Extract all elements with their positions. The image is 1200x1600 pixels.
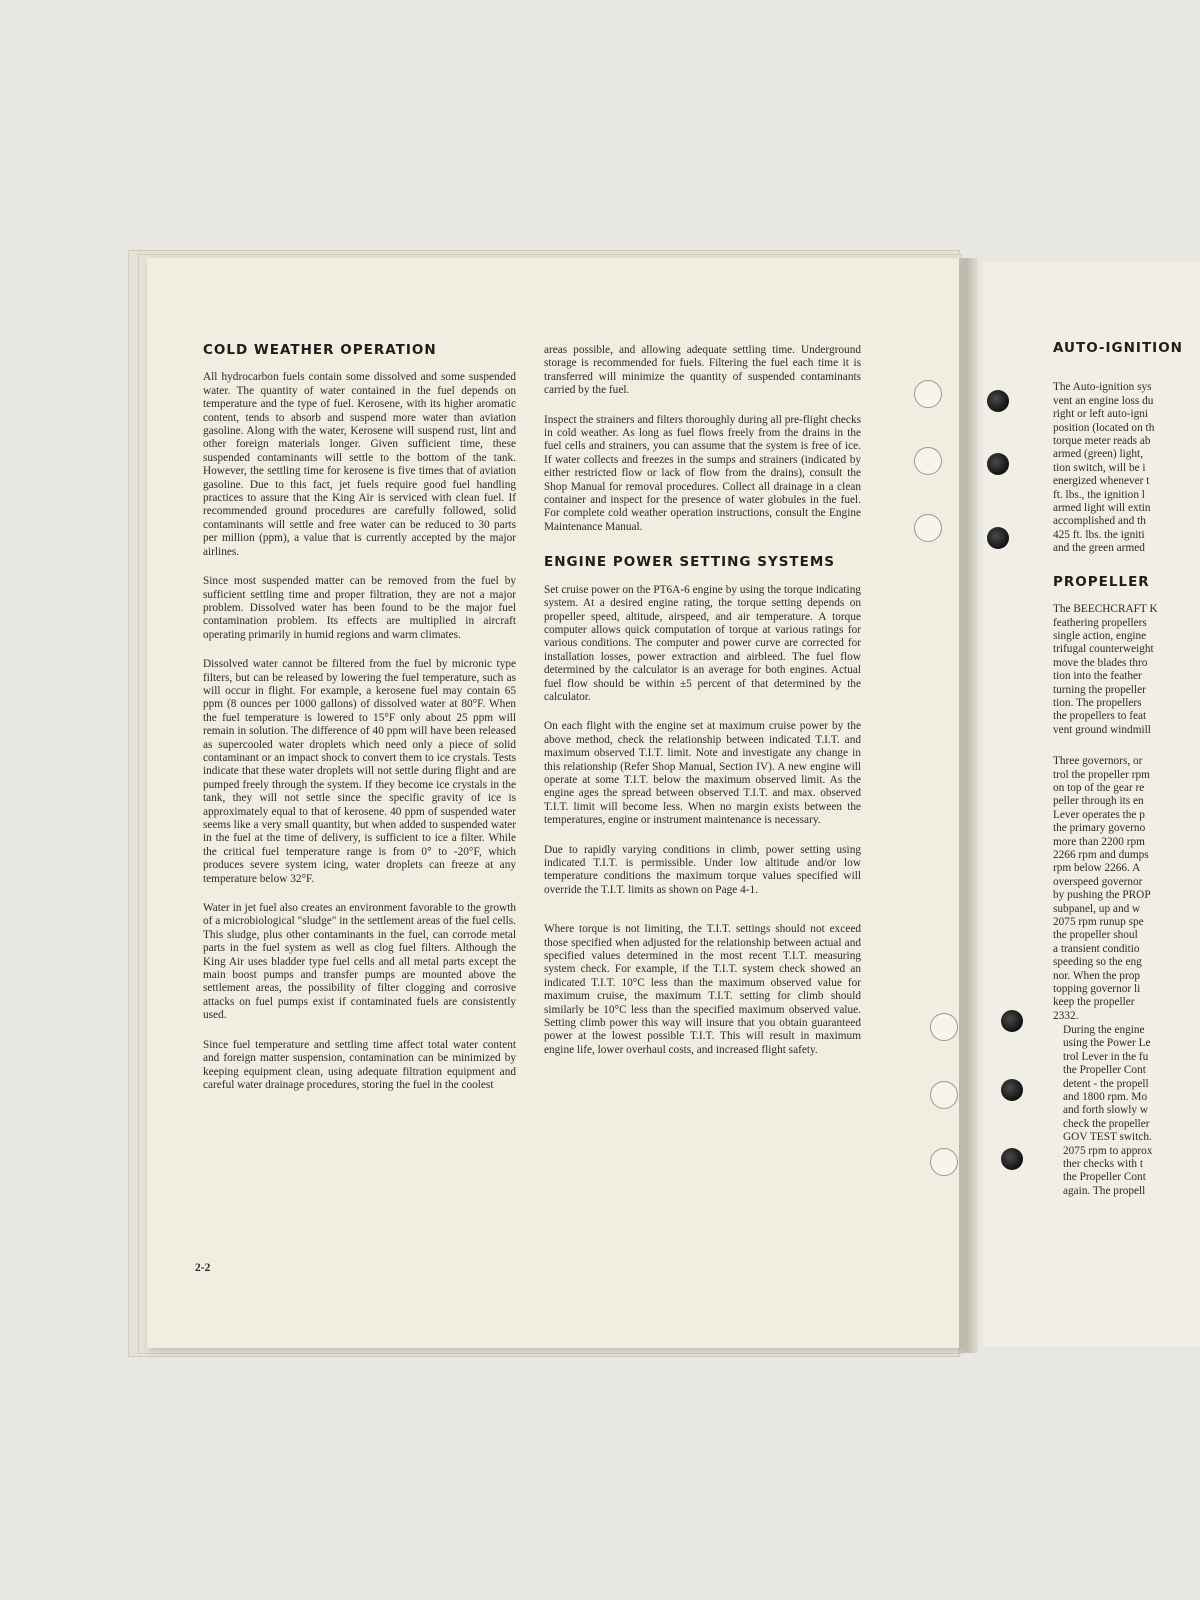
left-page xyxy=(147,258,959,1348)
text-line: subpanel, up and w xyxy=(1053,902,1141,915)
text-line: Lever operates the p xyxy=(1053,808,1145,821)
page-number: 2-2 xyxy=(195,1262,211,1274)
text-line: ft. lbs., the ignition l xyxy=(1053,488,1145,501)
text-line: the propellers to feat xyxy=(1053,710,1147,723)
text-line: GOV TEST switch. xyxy=(1063,1131,1152,1144)
paragraph: areas possible, and allowing adequate settling time. Underground storage is recommended for fuels. Filtering the fuel each time it is transferred will minimize the quantity of suspended contaminants carried by the fuel. xyxy=(544,344,861,397)
text-line: again. The propell xyxy=(1063,1184,1146,1197)
text-line: feathering propellers xyxy=(1053,616,1147,629)
paragraph: Inspect the strainers and filters thoroughly during all pre-flight checks in cold weather. As long as fuel flows freely from the drains in the fuel cells and strainers, you can assume that the system is free of ice. If water collects and freezes in the sumps and strainers (indicated by either restricted flow or lack of flow from the drains), consult the Shop Manual for removal procedures. Collect all drainage in a clean container and inspect for the presence of water globules in the fuel. For complete cold weather operation instructions, consult the Engine Maintenance Manual. xyxy=(544,413,861,533)
text-line: armed (green) light, xyxy=(1053,448,1144,461)
governors-text xyxy=(1053,755,1183,1023)
binder-gutter xyxy=(958,258,978,1353)
text-line: the Propeller Cont xyxy=(1063,1064,1146,1077)
text-line: 2332. xyxy=(1053,1009,1079,1022)
text-line: 425 ft. lbs. the igniti xyxy=(1053,528,1145,541)
text-line: rpm below 2266. A xyxy=(1053,862,1141,875)
text-line: single action, engine xyxy=(1053,629,1147,642)
punch-hole-ring xyxy=(930,1013,958,1041)
text-line: using the Power Le xyxy=(1063,1037,1151,1050)
paragraph: Since fuel temperature and settling time affect total water content and foreign matter suspension, contamination can be minimized by keeping equipment clean, using adequate filtration equipment and careful water drainage procedures, storing the fuel in the coolest xyxy=(203,1038,516,1091)
paragraph: Dissolved water cannot be filtered from the fuel by micronic type filters, but can be released by lowering the fuel temperature, such as will occur in flight. For example, a kerosene fuel may contain 65 ppm (8 ounces per 1000 gallons) of dissolved water at 80°F. When the fuel temperature is lowered to 15°F only about 25 ppm will remain in solution. The difference of 40 ppm will have been released as supercooled water droplets which need only a piece of solid contaminant or an impact shock to convert them to ice crystals. Tests indicate that these water droplets will not settle during flight and are pumped freely through the system. If they become ice crystals in the tank, they will not settle since the specific gravity of ice is approximately equal to that of kerosene. 40 ppm of suspended water seems like a very small quantity, but when added to suspended water in the fuel at the time of delivery, is sufficient to ice a filter. While the critical fuel temperature range is from 0° to -20°F, which produces severe system icing, water droplets can freeze at any temperature below 32°F. xyxy=(203,658,516,885)
punch-hole xyxy=(987,390,1009,412)
text-line: 2266 rpm and dumps xyxy=(1053,849,1149,861)
text-line: 2075 rpm runup spe xyxy=(1053,916,1144,929)
paragraph: All hydrocarbon fuels contain some dissolved and some suspended water. The quantity of water contained in the fuel depends on temperature and the type of fuel. Kerosene, with its higher aromatic content, tends to absorb and suspend more water than aviation gasoline. Along with the water, Kerosene will suspend rust, lint and other foreign materials longer. Given sufficient time, these suspended contaminants will settle to the bottom of the tank. However, the settling time for kerosene is five times that of aviation gasoline. Due to this fact, jet fuels require good fuel handling practices to assure that the King Air is serviced with clean fuel. If recommended ground procedures are carefully followed, solid contaminants will settle and free water can be reduced to 30 parts per million (ppm), a value that is currently accepted by the major airlines. xyxy=(203,371,516,558)
paragraph: On each flight with the engine set at maximum cruise power by the above method, check the relationship between indicated T.I.T. and maximum observed T.I.T. limit. Note and investigate any change in this relationship (Refer Shop Manual, Section IV). A new engine will operate at some T.I.T. below the maximum observed limit. As the engine ages the spread between observed T.I.T. and max. observed T.I.T. limit will become less. When no margin exists between the temperatures, engine or instrument maintenance is necessary. xyxy=(544,720,861,827)
text-line: the Propeller Cont xyxy=(1063,1171,1146,1184)
punch-hole xyxy=(1001,1148,1023,1170)
punch-hole-ring xyxy=(914,514,942,542)
paragraph: Since most suspended matter can be removed from the fuel by sufficient settling time and proper filtration, they are not a major problem. Dissolved water has been found to be the major fuel contamination problem. Its effects are multiplied in aircraft operating primarily in humid regions and warm climates. xyxy=(203,575,516,641)
text-line: trifugal counterweight xyxy=(1053,643,1154,656)
text-line: tion switch, will be i xyxy=(1053,461,1146,474)
right-page-column-lower xyxy=(1063,1024,1152,1198)
text-line: by pushing the PROP xyxy=(1053,889,1151,902)
text-line: Three governors, or xyxy=(1053,755,1143,768)
text-line: energized whenever t xyxy=(1053,475,1150,488)
text-line: more than 2200 rpm xyxy=(1053,835,1145,848)
text-line: armed light will extin xyxy=(1053,502,1151,515)
punch-hole-ring xyxy=(930,1081,958,1109)
text-line: vent ground windmill xyxy=(1053,723,1151,736)
text-line: tion into the feather xyxy=(1053,670,1142,683)
text-line: trol the propeller rpm xyxy=(1053,768,1150,781)
right-page xyxy=(983,262,1200,1347)
left-column xyxy=(203,344,516,1108)
punch-hole xyxy=(1001,1010,1023,1032)
text-line: topping governor li xyxy=(1053,983,1141,996)
text-line: a transient conditio xyxy=(1053,942,1140,955)
text-line: speeding so the eng xyxy=(1053,956,1142,969)
text-line: nor. When the prop xyxy=(1053,969,1141,982)
text-line: peller through its en xyxy=(1053,795,1144,808)
right-column xyxy=(544,344,861,1073)
text-line: the primary governo xyxy=(1053,822,1146,835)
text-line: move the blades thro xyxy=(1053,656,1148,669)
propeller-heading: PROPELLER xyxy=(1053,573,1150,590)
paragraph: Water in jet fuel also creates an environment favorable to the growth of a microbiological "sludge" in the settlement areas of the fuel cells. This sludge, plus other contaminants in the fuel, can corrode metal parts in the fuel system as well as clog fuel filters. Although the King Air uses bladder type fuel cells and all metal parts except the main boost pumps and transfer pumps are mounted above the settlement areas, the possibility of filter clogging and corrosive attacks on fuel pumps exist if contaminated fuels are consistently used. xyxy=(203,902,516,1022)
text-line: turning the propeller xyxy=(1053,683,1146,696)
propeller-text xyxy=(1053,603,1183,737)
auto-ignition-text xyxy=(1053,381,1183,555)
paragraph: Where torque is not limiting, the T.I.T. settings should not exceed those specified when adjusted for the relationship between actual and specified values determined in the most recent T.I.T. measuring system check. For example, if the T.I.T. system check showed an indicated T.I.T. 10°C less than the maximum observed value for maximum cruise, the maximum T.I.T. setting for climb should similarly be 10°C less than the specified maximum observed value. Setting climb power this way will insure that you obtain guaranteed power at the lowest possible T.I.T. This will result in maximum engine life, lower overhaul costs, and increased flight safety. xyxy=(544,923,861,1056)
text-line: the propeller shoul xyxy=(1053,929,1138,942)
engine-power-heading: ENGINE POWER SETTING SYSTEMS xyxy=(544,554,836,571)
text-line: and the green armed xyxy=(1053,542,1145,555)
text-line: ther checks with t xyxy=(1063,1158,1143,1171)
auto-ignition-heading: AUTO-IGNITION xyxy=(1053,340,1183,356)
text-line: check the propeller xyxy=(1063,1117,1150,1130)
text-line: The BEECHCRAFT K xyxy=(1053,603,1158,616)
cold-weather-heading: COLD WEATHER OPERATION xyxy=(203,342,437,358)
text-line: detent - the propell xyxy=(1063,1077,1149,1090)
punch-hole-ring xyxy=(930,1148,958,1176)
text-line: overspeed governor xyxy=(1053,875,1143,888)
text-line: vent an engine loss du xyxy=(1053,394,1154,407)
punch-hole xyxy=(1001,1079,1023,1101)
paragraph: Set cruise power on the PT6A-6 engine by using the torque indicating system. At a desired engine rating, the torque setting depends on propeller speed, altitude, airspeed, and air temperature. A torque computer allows quick computation of torque at various ratings for various conditions. The computer and power curve are corrected for installation losses, power extraction and airbleed. The fuel flow determined by the calculator is an average for both engines. Actual fuel flow should be within ±5 percent of that determined by the calculator. xyxy=(544,583,861,703)
text-line: keep the propeller xyxy=(1053,996,1135,1009)
engine-runup-text xyxy=(1063,1024,1152,1198)
punch-hole-ring xyxy=(914,380,942,408)
paragraph: Due to rapidly varying conditions in climb, power setting using indicated T.I.T. is permissible. Under low altitude and/or low temperature conditions the maximum torque values specified will override the T.I.T. limits as shown on Page 4-1. xyxy=(544,843,861,896)
text-line: 2075 rpm to approx xyxy=(1063,1144,1153,1157)
text-line: accomplished and th xyxy=(1053,515,1146,528)
text-line: trol Lever in the fu xyxy=(1063,1050,1149,1063)
text-line: right or left auto-igni xyxy=(1053,408,1149,421)
right-page-column xyxy=(1053,342,1183,1023)
text-line: and forth slowly w xyxy=(1063,1104,1149,1117)
punch-hole-ring xyxy=(914,447,942,475)
text-line: The Auto-ignition sys xyxy=(1053,381,1152,394)
text-line: During the engine xyxy=(1063,1024,1145,1036)
text-line: tion. The propellers xyxy=(1053,696,1142,709)
text-line: torque meter reads ab xyxy=(1053,435,1151,448)
punch-hole xyxy=(987,527,1009,549)
text-line: on top of the gear re xyxy=(1053,781,1145,794)
text-line: position (located on th xyxy=(1053,421,1155,434)
text-line: and 1800 rpm. Mo xyxy=(1063,1091,1148,1104)
punch-hole xyxy=(987,453,1009,475)
